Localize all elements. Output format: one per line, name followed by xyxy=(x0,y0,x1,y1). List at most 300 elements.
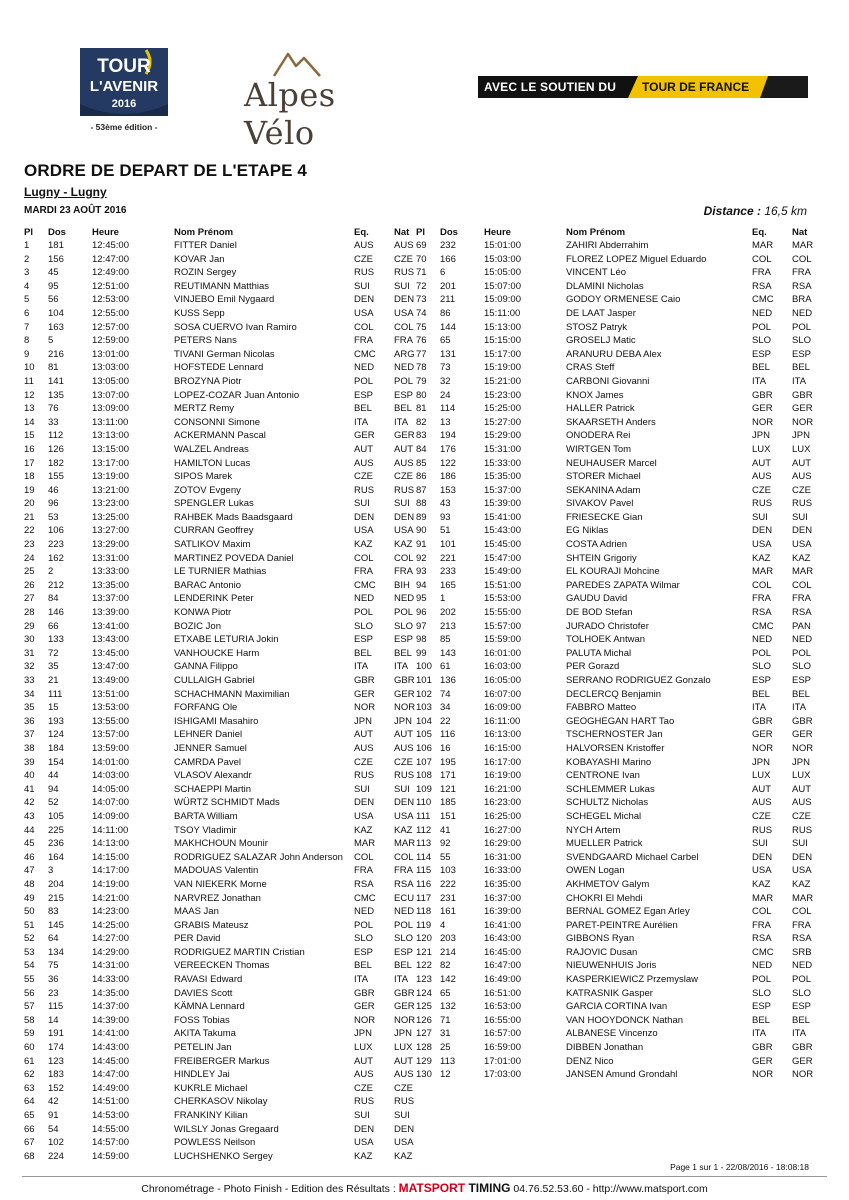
rider-nat: ITA xyxy=(792,375,807,387)
rider-heure: 15:11:00 xyxy=(484,307,521,319)
rider-nat: NOR xyxy=(792,416,814,428)
rider-name: EL KOURAJI Mohcine xyxy=(566,566,660,578)
table-row xyxy=(416,1000,822,1014)
table-row xyxy=(24,851,424,865)
rider-team: GBR xyxy=(752,389,773,401)
rider-heure: 13:25:00 xyxy=(92,511,129,523)
table-row xyxy=(416,837,822,851)
rider-team: AUT xyxy=(354,443,373,455)
rider-name: DIBBEN Jonathan xyxy=(566,1042,644,1054)
rider-team: SUI xyxy=(354,280,370,292)
rider-dos: 74 xyxy=(440,688,451,700)
rider-nat: AUS xyxy=(394,240,414,251)
rider-heure: 14:11:00 xyxy=(92,824,129,836)
table-row xyxy=(24,552,424,566)
rider-team: NOR xyxy=(752,416,774,428)
rider-name: HALVORSEN Kristoffer xyxy=(566,742,665,754)
rider-name: POWLESS Neilson xyxy=(174,1137,256,1149)
rider-heure: 14:45:00 xyxy=(92,1055,129,1067)
table-row xyxy=(416,321,822,335)
rider-nat: ESP xyxy=(792,675,812,686)
rider-dos: 203 xyxy=(440,933,456,945)
rider-name: TSCHERNOSTER Jan xyxy=(566,729,663,741)
rider-nat: KAZ xyxy=(394,539,413,551)
rider-nat: RSA xyxy=(792,933,812,945)
rider-nat: SUI xyxy=(792,838,808,850)
rider-dos: 132 xyxy=(440,1001,456,1013)
rider-team: KAZ xyxy=(354,824,373,836)
rider-nat: RUS xyxy=(394,770,415,782)
rider-team: RSA xyxy=(752,933,772,945)
rider-name: AKHMETOV Galym xyxy=(566,878,650,890)
table-row xyxy=(416,565,822,579)
rider-dos: 121 xyxy=(440,783,456,795)
table-row xyxy=(416,552,822,566)
rider-team: SLO xyxy=(752,661,772,673)
rider-nat: COL xyxy=(792,906,812,918)
rider-team: GER xyxy=(354,430,375,442)
rider-name: GROSELJ Matic xyxy=(566,335,636,347)
rider-dos: 133 xyxy=(48,634,64,646)
rider-name: ACKERMANN Pascal xyxy=(174,430,266,442)
rider-team: ITA xyxy=(752,702,767,714)
rider-pl: 45 xyxy=(24,838,35,850)
table-row xyxy=(416,769,822,783)
rider-heure: 15:17:00 xyxy=(484,348,521,360)
rider-dos: 163 xyxy=(48,321,64,333)
table-row xyxy=(24,742,424,756)
rider-name: ONODERA Rei xyxy=(566,430,631,442)
rider-nat: GER xyxy=(394,430,415,442)
rider-name: ETXABE LETURIA Jokin xyxy=(174,634,279,646)
rider-heure: 16:41:00 xyxy=(484,919,521,931)
rider-heure: 13:43:00 xyxy=(92,634,129,646)
page-title: ORDRE DE DEPART DE L'ETAPE 4 xyxy=(24,161,307,180)
rider-pl: 50 xyxy=(24,906,35,918)
rider-nat: POL xyxy=(792,647,812,659)
table-row xyxy=(416,592,822,606)
rider-team: SUI xyxy=(752,511,768,523)
rider-name: MADOUAS Valentin xyxy=(174,865,259,877)
rider-dos: 95 xyxy=(48,280,59,292)
rider-pl: 11 xyxy=(24,375,34,387)
rider-heure: 16:59:00 xyxy=(484,1042,521,1054)
rider-dos: 171 xyxy=(440,770,456,782)
rider-pl: 53 xyxy=(24,946,35,958)
rider-team: GER xyxy=(752,1055,773,1067)
table-row xyxy=(416,457,822,471)
rider-heure: 16:03:00 xyxy=(484,661,521,673)
rider-team: DEN xyxy=(354,797,375,809)
rider-team: POL xyxy=(354,607,374,619)
rider-name: FITTER Daniel xyxy=(174,240,237,251)
rider-name: VINJEBO Emil Nygaard xyxy=(174,294,275,306)
rider-nat: CZE xyxy=(792,810,811,822)
rider-dos: 211 xyxy=(440,294,456,306)
rider-name: LENDERINK Peter xyxy=(174,593,254,605)
rider-heure: 16:47:00 xyxy=(484,960,521,972)
rider-name: DENZ Nico xyxy=(566,1055,614,1067)
rider-heure: 13:09:00 xyxy=(92,403,129,415)
rider-pl: 81 xyxy=(416,403,427,415)
rider-dos: 13 xyxy=(440,416,451,428)
start-list-right xyxy=(416,226,822,1082)
rider-dos: 113 xyxy=(440,1055,456,1067)
rider-nat: NED xyxy=(394,906,415,918)
col-eq: Eq. xyxy=(354,227,369,238)
rider-dos: 191 xyxy=(48,1028,64,1040)
rider-dos: 34 xyxy=(440,702,451,714)
table-row xyxy=(24,728,424,742)
rider-nat: MAR xyxy=(792,892,814,904)
rider-name: SCHULTZ Nicholas xyxy=(566,797,649,809)
table-row xyxy=(416,470,822,484)
rider-pl: 22 xyxy=(24,525,35,537)
rider-team: SLO xyxy=(354,620,374,632)
rider-nat: COL xyxy=(394,552,414,564)
rider-heure: 16:45:00 xyxy=(484,946,521,958)
rider-nat: AUS xyxy=(394,742,414,754)
rider-heure: 15:27:00 xyxy=(484,416,521,428)
rider-pl: 97 xyxy=(416,620,427,632)
rider-team: NED xyxy=(752,960,773,972)
rider-pl: 49 xyxy=(24,892,35,904)
rider-team: POL xyxy=(752,647,772,659)
rider-nat: SLO xyxy=(394,933,414,945)
rider-pl: 16 xyxy=(24,443,35,455)
rider-team: GBR xyxy=(752,715,773,727)
rider-nat: GBR xyxy=(792,389,813,401)
rider-name: GARCIA CORTINA Ivan xyxy=(566,1001,668,1013)
rider-pl: 102 xyxy=(416,688,432,700)
rider-pl: 96 xyxy=(416,607,427,619)
rider-heure: 15:03:00 xyxy=(484,253,521,265)
rider-nat: AUT xyxy=(394,1055,413,1067)
rider-name: LOPEZ-COZAR Juan Antonio xyxy=(174,389,300,401)
rider-heure: 15:41:00 xyxy=(484,511,521,523)
rider-heure: 14:21:00 xyxy=(92,892,129,904)
rider-dos: 73 xyxy=(440,362,451,374)
rider-heure: 15:47:00 xyxy=(484,552,521,564)
rider-name: KÄMNA Lennard xyxy=(174,1001,245,1013)
table-row xyxy=(24,701,424,715)
rider-name: STOSZ Patryk xyxy=(566,321,628,333)
rider-pl: 66 xyxy=(24,1123,35,1135)
rider-team: ESP xyxy=(354,946,374,958)
rider-pl: 77 xyxy=(416,348,427,360)
rider-dos: 233 xyxy=(440,566,456,578)
rider-pl: 43 xyxy=(24,810,35,822)
table-row xyxy=(24,293,424,307)
rider-pl: 1 xyxy=(24,240,30,251)
rider-pl: 7 xyxy=(24,321,30,333)
rider-nat: CZE xyxy=(394,1082,413,1094)
rider-dos: 204 xyxy=(48,878,64,890)
stage-date: MARDI 23 AOÛT 2016 xyxy=(24,205,127,216)
rider-dos: 85 xyxy=(440,634,451,646)
rider-name: SIVAKOV Pavel xyxy=(566,498,634,510)
rider-pl: 25 xyxy=(24,566,35,578)
rider-pl: 121 xyxy=(416,946,432,958)
rider-dos: 36 xyxy=(48,974,59,986)
rider-dos: 25 xyxy=(440,1042,451,1054)
rider-name: HAMILTON Lucas xyxy=(174,457,251,469)
rider-dos: 183 xyxy=(48,1069,64,1081)
rider-nat: BIH xyxy=(394,579,410,591)
rider-team: GER xyxy=(354,688,375,700)
rider-nat: BRA xyxy=(792,294,812,306)
rider-pl: 62 xyxy=(24,1069,35,1081)
rider-dos: 64 xyxy=(48,933,59,945)
rider-team: ESP xyxy=(354,389,374,401)
rider-pl: 123 xyxy=(416,974,432,986)
rider-team: SLO xyxy=(354,933,374,945)
rider-nat: AUS xyxy=(792,797,812,809)
rider-name: CHOKRI El Mehdi xyxy=(566,892,643,904)
table-row xyxy=(24,1027,424,1041)
footer-prefix: Chronométrage - Photo Finish - Edition des Résultats : xyxy=(141,1183,399,1195)
rider-team: DEN xyxy=(354,511,375,523)
rider-pl: 128 xyxy=(416,1042,432,1054)
rider-name: RAVASI Edward xyxy=(174,974,243,986)
rider-pl: 44 xyxy=(24,824,35,836)
rider-heure: 16:39:00 xyxy=(484,906,521,918)
rider-team: NED xyxy=(354,906,375,918)
rider-heure: 14:43:00 xyxy=(92,1042,129,1054)
rider-pl: 83 xyxy=(416,430,427,442)
rider-dos: 83 xyxy=(48,906,59,918)
table-row xyxy=(416,892,822,906)
rider-dos: 53 xyxy=(48,511,59,523)
rider-pl: 32 xyxy=(24,661,35,673)
rider-heure: 14:09:00 xyxy=(92,810,129,822)
rider-pl: 73 xyxy=(416,294,427,306)
rider-nat: FRA xyxy=(394,566,413,578)
rider-nat: CZE xyxy=(792,484,811,496)
col-heure: Heure xyxy=(92,227,119,238)
rider-team: CZE xyxy=(752,484,771,496)
rider-name: DE LAAT Jasper xyxy=(566,307,636,319)
rider-name: CULLAIGH Gabriel xyxy=(174,675,255,686)
rider-name: ALBANESE Vincenzo xyxy=(566,1028,658,1040)
rider-nat: FRA xyxy=(792,919,811,931)
rider-nat: GBR xyxy=(394,987,415,999)
rider-dos: 1 xyxy=(440,593,446,605)
rider-dos: 184 xyxy=(48,742,64,754)
rider-team: AUS xyxy=(354,742,374,754)
rider-dos: 193 xyxy=(48,715,64,727)
rider-heure: 14:15:00 xyxy=(92,851,129,863)
table-row xyxy=(24,280,424,294)
rider-dos: 101 xyxy=(440,539,456,551)
rider-name: WIRTGEN Tom xyxy=(566,443,632,455)
stage-distance xyxy=(704,204,807,218)
rider-dos: 4 xyxy=(440,919,446,931)
rider-name: ZOTOV Evgeny xyxy=(174,484,241,496)
rider-pl: 69 xyxy=(416,240,427,251)
rider-team: GER xyxy=(752,403,773,415)
rider-pl: 36 xyxy=(24,715,35,727)
rider-team: NOR xyxy=(752,1069,774,1081)
col-dos: Dos xyxy=(48,227,66,238)
rider-name: TIVANI German Nicolas xyxy=(174,348,275,360)
rider-pl: 93 xyxy=(416,566,427,578)
rider-heure: 15:29:00 xyxy=(484,430,521,442)
rider-nat: COL xyxy=(792,253,812,265)
rider-nat: COL xyxy=(394,321,414,333)
rider-pl: 61 xyxy=(24,1055,35,1067)
rider-team: RUS xyxy=(752,824,773,836)
rider-nat: GBR xyxy=(394,675,415,686)
rider-dos: 152 xyxy=(48,1082,64,1094)
rider-dos: 32 xyxy=(440,375,451,387)
rider-pl: 34 xyxy=(24,688,35,700)
rider-heure: 13:59:00 xyxy=(92,742,129,754)
table-row xyxy=(24,1014,424,1028)
rider-nat: SLO xyxy=(792,335,812,347)
rider-team: SUI xyxy=(354,783,370,795)
rider-nat: NOR xyxy=(394,1014,416,1026)
table-row xyxy=(24,1082,424,1096)
rider-team: RUS xyxy=(752,498,773,510)
table-row xyxy=(24,592,424,606)
rider-team: POL xyxy=(752,321,772,333)
rider-name: OWEN Logan xyxy=(566,865,625,877)
table-row xyxy=(24,429,424,443)
rider-heure: 14:23:00 xyxy=(92,906,129,918)
table-row xyxy=(24,837,424,851)
rider-team: USA xyxy=(354,1137,374,1149)
rider-heure: 16:53:00 xyxy=(484,1001,521,1013)
table-row xyxy=(24,1055,424,1069)
rider-pl: 115 xyxy=(416,865,432,877)
rider-name: WÜRTZ SCHMIDT Mads xyxy=(174,797,280,809)
table-row xyxy=(24,579,424,593)
rider-name: ARANURU DEBA Alex xyxy=(566,348,662,360)
rider-team: SUI xyxy=(354,498,370,510)
rider-heure: 14:53:00 xyxy=(92,1110,129,1121)
rider-team: DEN xyxy=(752,525,773,537)
rider-name: ROZIN Sergey xyxy=(174,267,237,279)
rider-name: TOLHOEK Antwan xyxy=(566,634,646,646)
rider-pl: 59 xyxy=(24,1028,35,1040)
rider-heure: 14:25:00 xyxy=(92,919,129,931)
rider-heure: 14:31:00 xyxy=(92,960,129,972)
rider-pl: 114 xyxy=(416,851,432,863)
rider-team: RUS xyxy=(354,1096,375,1108)
rider-nat: LUX xyxy=(394,1042,413,1054)
rider-pl: 80 xyxy=(416,389,427,401)
rider-dos: 106 xyxy=(48,525,64,537)
rider-team: JPN xyxy=(354,1028,372,1040)
rider-heure: 15:25:00 xyxy=(484,403,521,415)
rider-pl: 68 xyxy=(24,1150,35,1162)
rider-dos: 116 xyxy=(440,729,456,741)
rider-heure: 16:35:00 xyxy=(484,878,521,890)
rider-heure: 14:03:00 xyxy=(92,770,129,782)
rider-dos: 136 xyxy=(440,675,456,686)
rider-name: MARTINEZ POVEDA Daniel xyxy=(174,552,294,564)
rider-nat: NED xyxy=(394,593,415,605)
rider-name: RAHBEK Mads Baadsgaard xyxy=(174,511,293,523)
rider-pl: 46 xyxy=(24,851,35,863)
rider-heure: 15:09:00 xyxy=(484,294,521,306)
rider-dos: 45 xyxy=(48,267,59,279)
footer-divider xyxy=(22,1176,827,1177)
col-nom: Nom Prénom xyxy=(174,227,234,238)
rider-nat: GER xyxy=(792,403,813,415)
rider-dos: 153 xyxy=(440,484,456,496)
rider-nat: ESP xyxy=(792,1001,812,1013)
rider-name: DAVIES Scott xyxy=(174,987,233,999)
rider-dos: 15 xyxy=(48,702,59,714)
rider-team: RSA xyxy=(354,878,374,890)
rider-team: MAR xyxy=(354,838,376,850)
rider-pl: 124 xyxy=(416,987,432,999)
logo-edition-text: - 53ème édition - xyxy=(90,122,158,132)
rider-dos: 54 xyxy=(48,1123,59,1135)
rider-name: LUCHSHENKO Sergey xyxy=(174,1150,273,1162)
rider-team: LUX xyxy=(752,443,771,455)
rider-pl: 28 xyxy=(24,607,35,619)
table-row xyxy=(416,946,822,960)
table-row xyxy=(416,538,822,552)
rider-team: POL xyxy=(354,919,374,931)
footer-brand-matsport: MATSPORT xyxy=(398,1181,466,1195)
rider-name: PER Gorazd xyxy=(566,661,620,673)
rider-heure: 16:55:00 xyxy=(484,1014,521,1026)
rider-pl: 41 xyxy=(24,783,35,795)
rider-nat: DEN xyxy=(394,294,415,306)
table-row xyxy=(24,946,424,960)
rider-team: COL xyxy=(752,253,772,265)
rider-heure: 15:57:00 xyxy=(484,620,521,632)
rider-name: LE TURNIER Mathias xyxy=(174,566,267,578)
rider-nat: ITA xyxy=(792,1028,807,1040)
rider-heure: 13:01:00 xyxy=(92,348,129,360)
rider-nat: SUI xyxy=(394,280,410,292)
table-row xyxy=(416,253,822,267)
rider-pl: 72 xyxy=(416,280,427,292)
rider-dos: 182 xyxy=(48,457,64,469)
rider-dos: 94 xyxy=(48,783,59,795)
rider-dos: 55 xyxy=(440,851,451,863)
rider-dos: 214 xyxy=(440,946,456,958)
rider-nat: JPN xyxy=(394,715,412,727)
rider-heure: 14:01:00 xyxy=(92,756,129,768)
rider-heure: 13:19:00 xyxy=(92,471,129,483)
rider-dos: 185 xyxy=(440,797,456,809)
table-row xyxy=(416,579,822,593)
rider-team: CMC xyxy=(354,348,376,360)
rider-nat: ITA xyxy=(394,661,409,673)
rider-team: COL xyxy=(752,906,772,918)
rider-name: NEUHAUSER Marcel xyxy=(566,457,657,469)
rider-nat: BEL xyxy=(394,647,412,659)
rider-team: BEL xyxy=(354,647,372,659)
rider-nat: BEL xyxy=(394,403,412,415)
table-row xyxy=(24,402,424,416)
table-row xyxy=(24,321,424,335)
rider-team: MAR xyxy=(752,892,774,904)
rider-nat: GER xyxy=(792,1055,813,1067)
rider-pl: 54 xyxy=(24,960,35,972)
rider-heure: 13:45:00 xyxy=(92,647,129,659)
table-row xyxy=(24,796,424,810)
table-row xyxy=(24,878,424,892)
table-row xyxy=(416,429,822,443)
rider-heure: 15:07:00 xyxy=(484,280,521,292)
